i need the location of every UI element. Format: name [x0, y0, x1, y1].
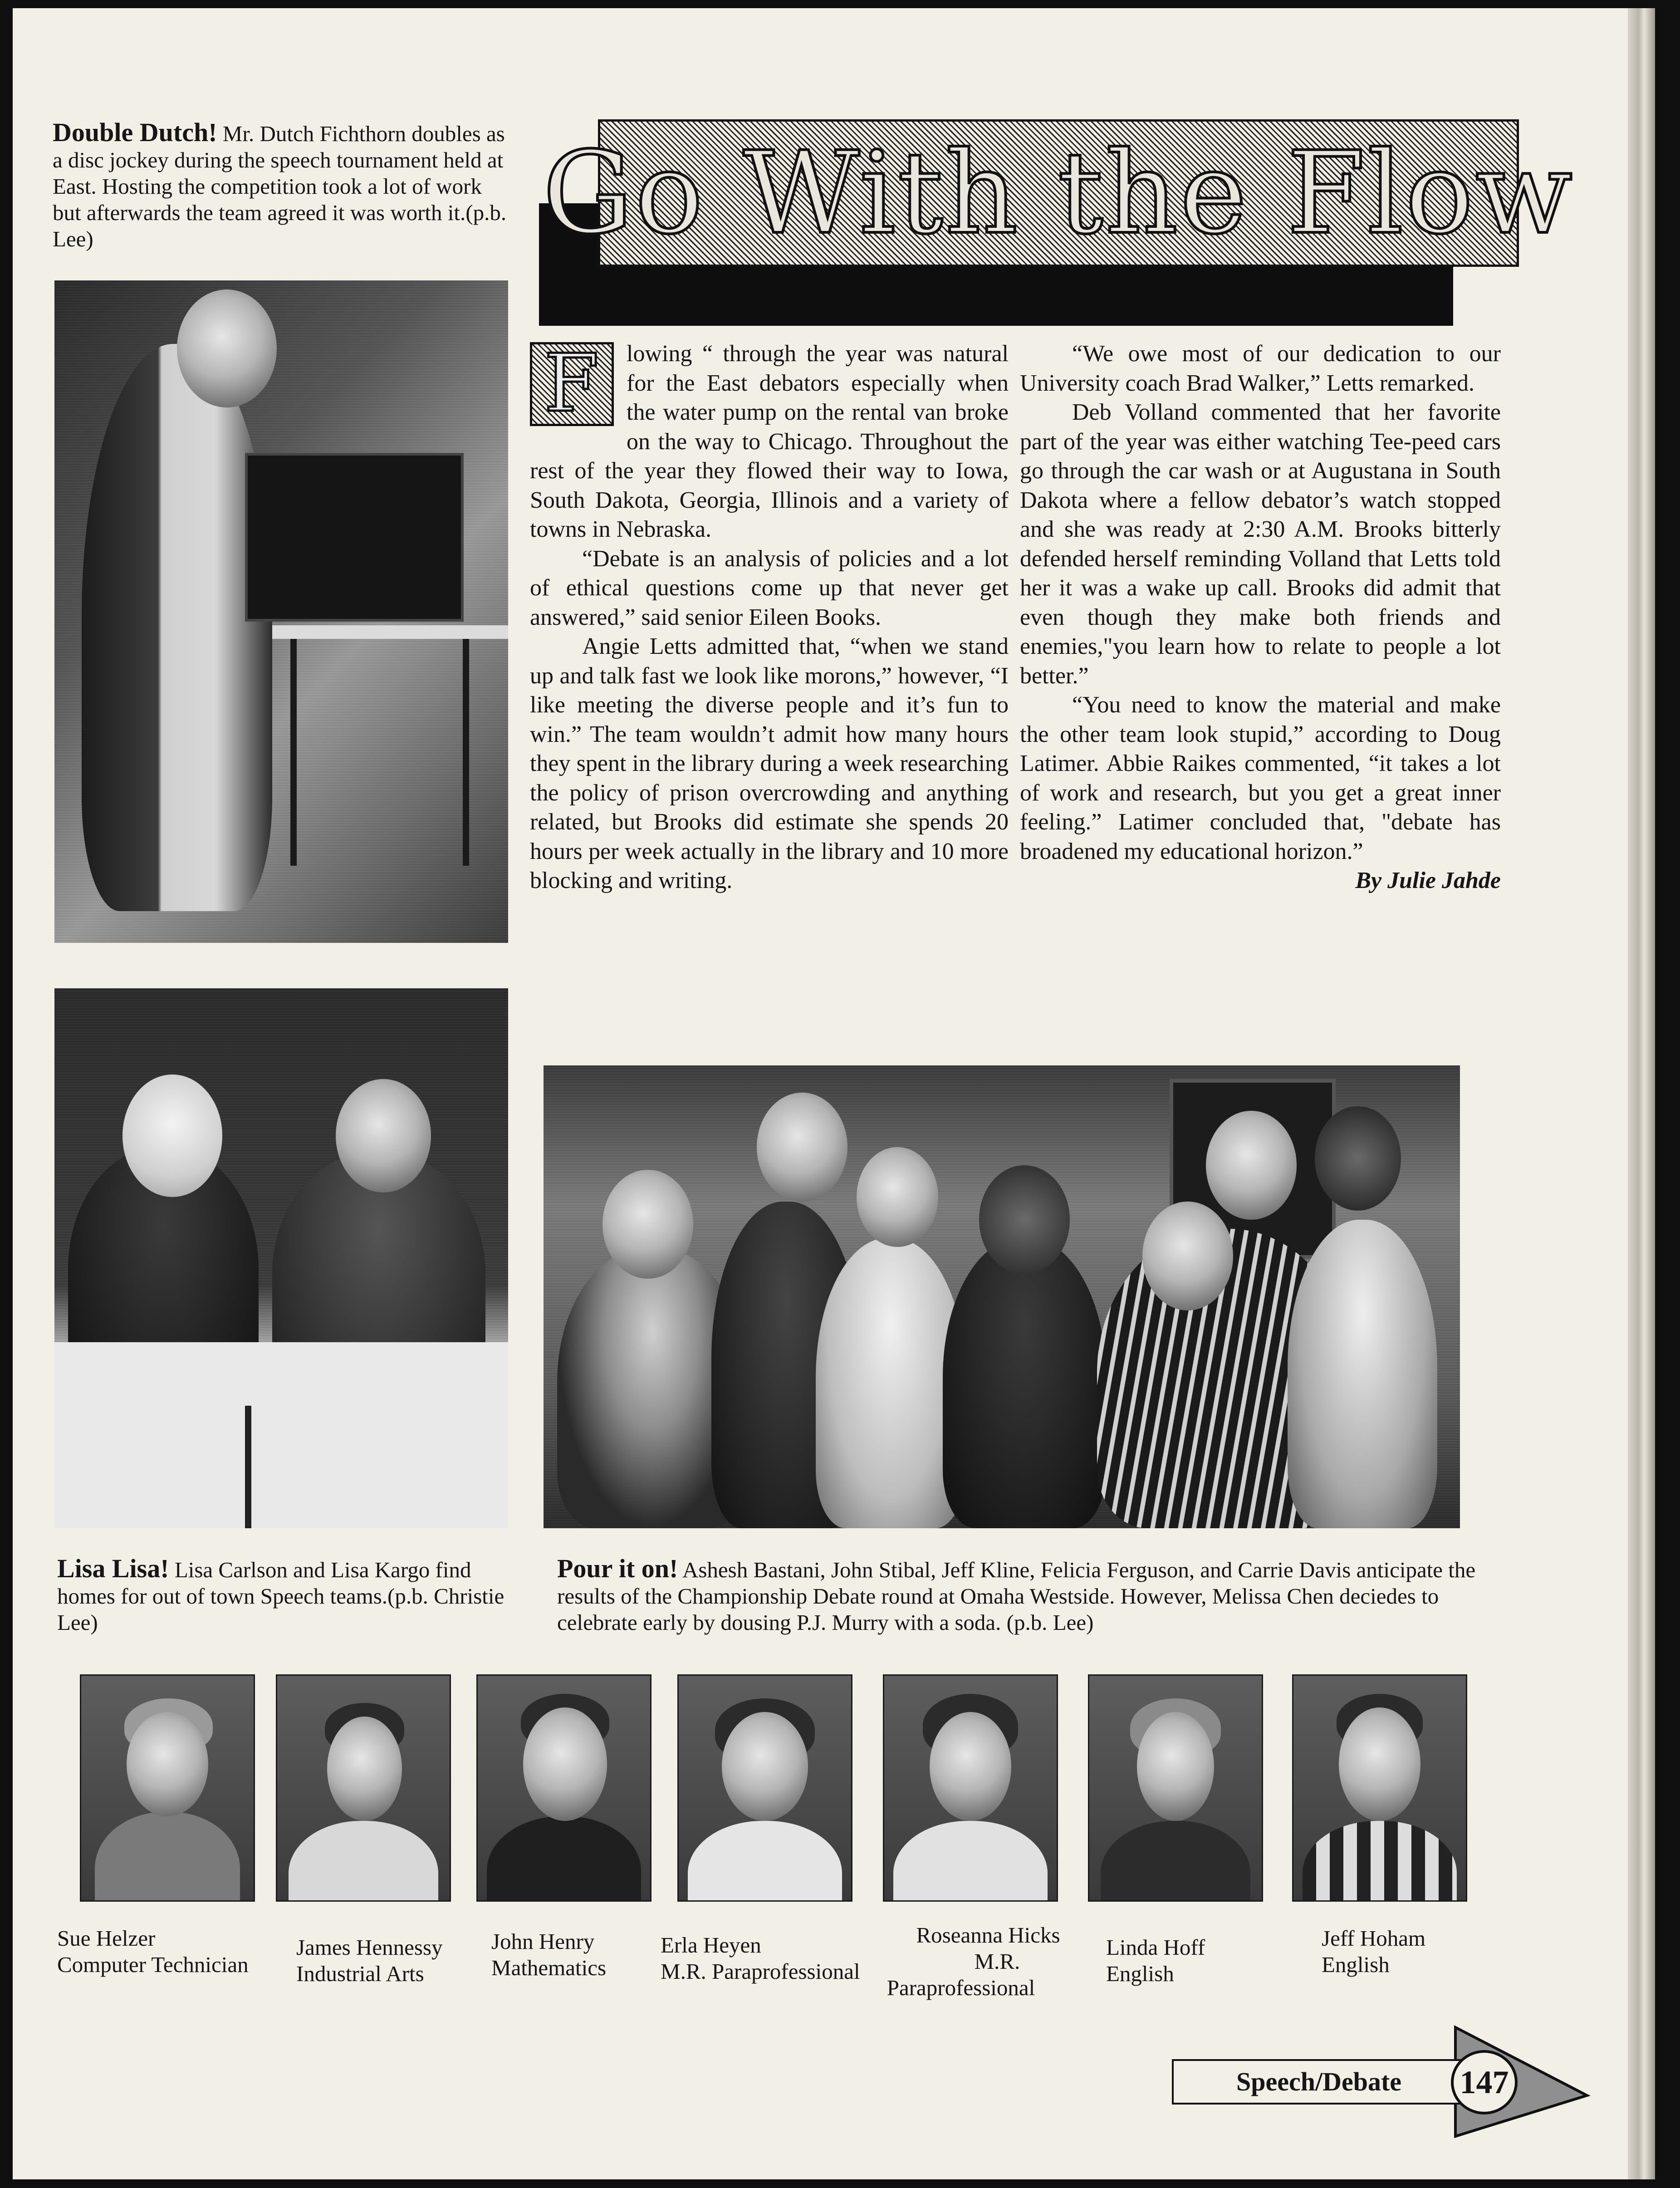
caption-double-dutch	[53, 119, 511, 252]
portrait-linda-hoff	[1088, 1674, 1263, 1902]
staff-label	[1106, 1934, 1205, 1987]
portrait-erla-heyen	[677, 1674, 852, 1902]
photo-disc-jockey	[54, 280, 508, 943]
photo-debate-team	[544, 1065, 1460, 1528]
page-title: Go With the Flow	[543, 127, 1574, 259]
caption-lead: Lisa Lisa!	[57, 1554, 169, 1583]
caption-text: Lisa Carlson and Lisa Kargo find homes for out of town Speech teams.(p.b. Christie Lee)	[57, 1557, 504, 1635]
portrait-sue-helzer	[80, 1674, 255, 1902]
page-number: 147	[1460, 2064, 1509, 2100]
staff-name: John Henry	[491, 1929, 595, 1954]
byline: By Julie Jahde	[1355, 868, 1501, 893]
staff-role: M.R.	[974, 1949, 1020, 1974]
staff-name: Sue Helzer	[57, 1926, 156, 1951]
staff-label	[296, 1934, 443, 1987]
photo-lisa-lisa	[54, 988, 508, 1528]
staff-label	[661, 1932, 860, 1985]
caption-text: Mr. Dutch Fichthorn doubles as a disc jockey during the speech tournament held at East. Hosting the competition took a lot of work but afterwards the team agreed it was worth it.(p.b. Lee)	[53, 121, 507, 251]
staff-label	[1322, 1925, 1425, 1978]
caption-lisa-lisa	[57, 1555, 529, 1636]
yearbook-page	[13, 8, 1628, 2179]
caption-lead: Double Dutch!	[53, 118, 217, 147]
portrait-roseanna-hicks	[883, 1674, 1058, 1902]
caption-pour-it-on	[557, 1555, 1519, 1636]
staff-role-line-2: Paraprofessional	[887, 1975, 1035, 2000]
paragraph: “Debate is an analysis of policies and a lot of ethical questions come up that never get answered,” said senior Eileen Books.	[530, 545, 1009, 630]
drop-cap	[530, 338, 614, 430]
portrait-james-hennessy	[276, 1674, 451, 1902]
staff-name: Roseanna Hicks	[916, 1923, 1060, 1948]
paragraph: Angie Letts admitted that, “when we stand up and talk fast we look like morons,” however, “I like meeting the diverse people and it’s fun to win.” The team wouldn’t admit how many hours they spent in the library during a week researching the policy of prison overcrowding and anything related, but Brooks did estimate she spends 20 hours per week actually in the library and 10 more blocking and writing.	[530, 633, 1009, 893]
staff-role: English	[1322, 1952, 1390, 1977]
staff-role: M.R. Paraprofessional	[661, 1959, 860, 1984]
staff-name: Jeff Hoham	[1322, 1926, 1426, 1951]
section-label: Speech/Debate	[1236, 2067, 1402, 2096]
paragraph: lowing “ through the year was natural for the East debators especially when the water pump on the rental van broke on the way to Chicago. Throughout the rest of the year they flowed their way to Iowa, South Dakota, Georgia, Illinois and a variety of towns in Nebraska.	[530, 341, 1009, 542]
page-edge	[1628, 8, 1655, 2179]
staff-name: Linda Hoff	[1106, 1935, 1205, 1960]
staff-name: James Hennessy	[296, 1935, 443, 1960]
drop-cap-letter: F	[544, 338, 599, 430]
staff-role: Mathematics	[491, 1955, 607, 1980]
caption-text: Ashesh Bastani, John Stibal, Jeff Kline, Felicia Ferguson, and Carrie Davis anticipate the results of the Championship Debate round at Omaha Westside. However, Melissa Chen deciedes to celebrate early by dousing P.J. Murry with a soda. (p.b. Lee)	[557, 1557, 1476, 1635]
article-column-1	[530, 339, 1009, 896]
section-label-box	[1172, 2059, 1466, 2105]
staff-name: Erla Heyen	[661, 1933, 761, 1957]
staff-role: Computer Technician	[57, 1952, 249, 1977]
paragraph: “We owe most of our dedication to our University coach Brad Walker,” Letts remarked.	[1020, 341, 1501, 396]
staff-label	[887, 1922, 1083, 2001]
portrait-john-henry	[476, 1674, 651, 1902]
article-column-2	[1020, 339, 1501, 896]
title-banner	[543, 119, 1574, 267]
page-number-badge	[1451, 2050, 1518, 2114]
paragraph: “You need to know the material and make the other team look stupid,” according to Doug Latimer. Abbie Raikes commented, “it takes a lot of work and research, but you get a great inner feeling.” Latimer concluded that, "debate has broadened my educational horizon.”	[1020, 692, 1501, 864]
staff-role: English	[1106, 1961, 1174, 1986]
portrait-jeff-hoham	[1292, 1674, 1467, 1902]
paragraph: Deb Volland commented that her favorite part of the year was either watching Tee-peed cars go through the car wash or at Augustana in South Dakota where a fellow debator’s watch stopped and she was ready at 2:30 A.M. Brooks bitterly defended herself reminding Volland that Letts told her it was a wake up call. Brooks did admit that even though they make both friends and enemies,"you learn how to relate to people a lot better.”	[1020, 399, 1501, 689]
staff-role: Industrial Arts	[296, 1961, 424, 1986]
caption-lead: Pour it on!	[557, 1554, 678, 1583]
staff-label	[491, 1928, 606, 1981]
staff-label	[57, 1925, 249, 1978]
